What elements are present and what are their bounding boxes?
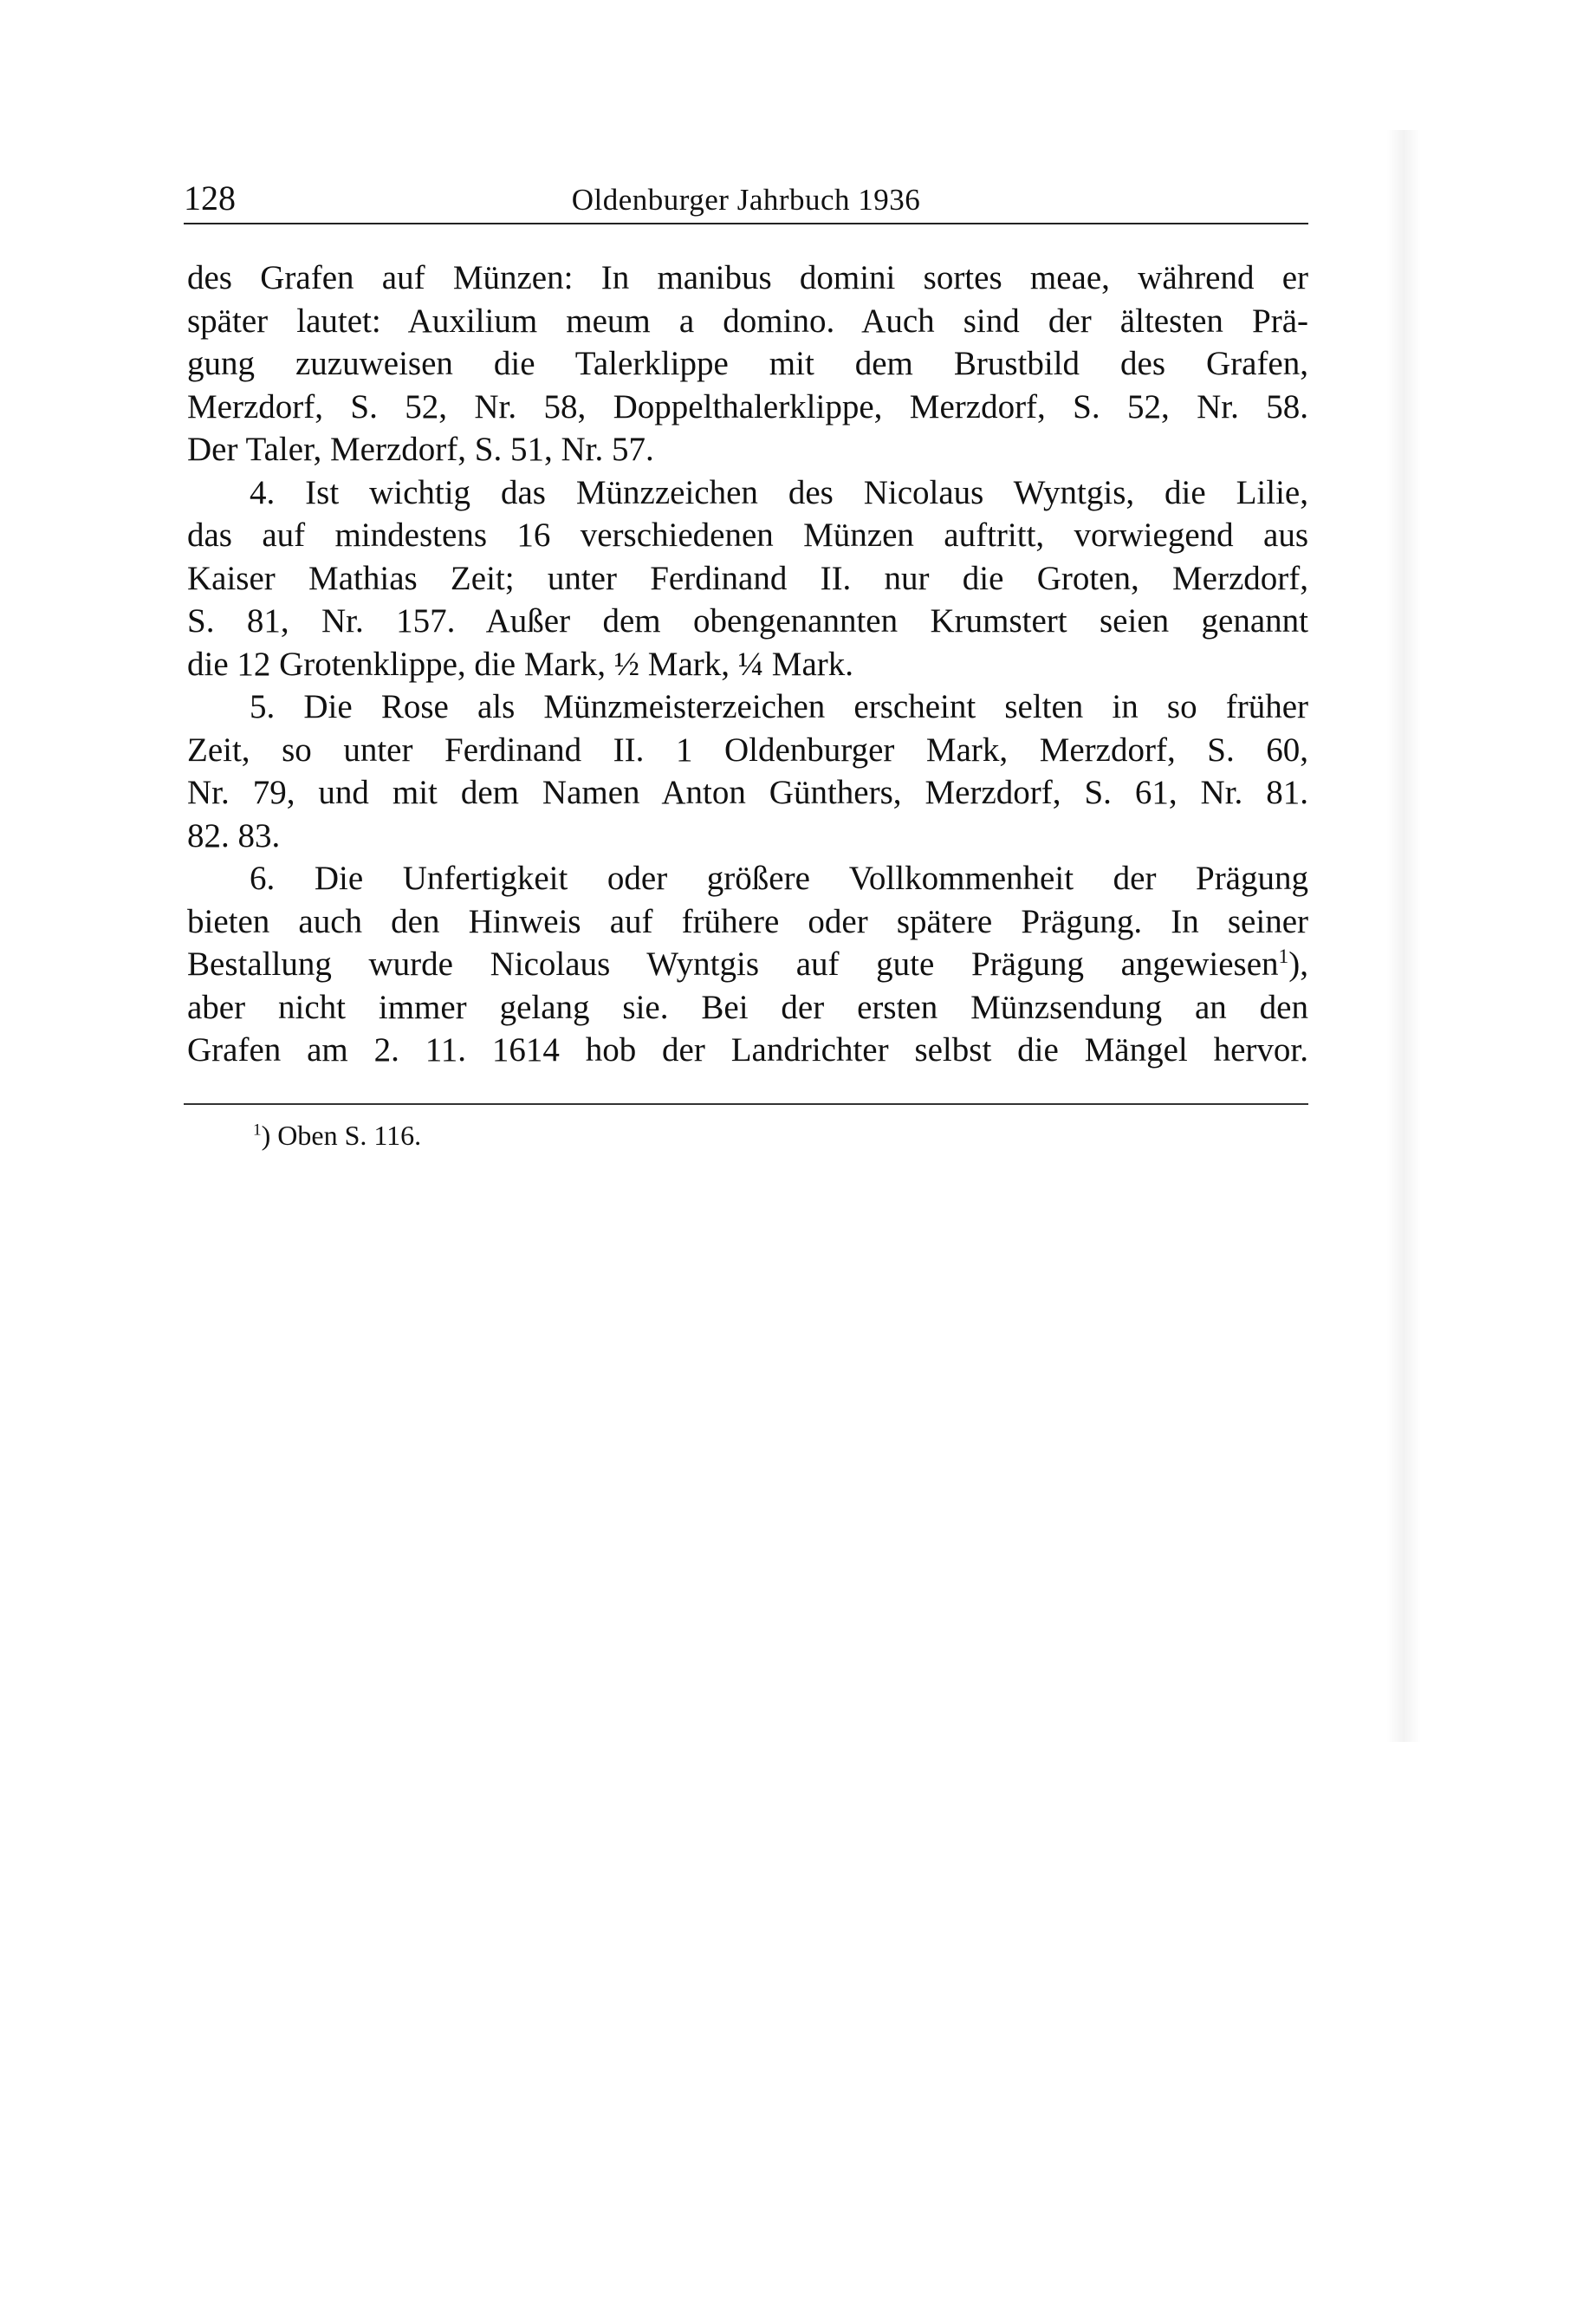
body-text [187,257,1308,1072]
page-header [184,178,1308,224]
text-line: später lautet: Auxilium meum a domino. Auch sind der ältesten Prä- [187,302,1308,340]
text-line: des Grafen auf Münzen: In manibus domini sortes meae, während er [187,259,1308,296]
footnote [253,1118,421,1153]
text-line: Nr. 79, und mit dem Namen Anton Günthers, Merzdorf, S. 61, Nr. 81. [187,774,1308,811]
text-line: 82. 83. [187,816,281,854]
text-segment: Bestallung wurde Nicolaus Wyntgis auf gute Prägung angewiesen [187,945,1279,983]
page-number: 128 [184,179,236,218]
scan-shadow [1386,130,1421,1742]
text-line: Zeit, so unter Ferdinand II. 1 Oldenburger Mark, Merzdorf, S. 60, [187,731,1308,769]
text-line: aber nicht immer gelang sie. Bei der ersten Münzsendung an den [187,988,1308,1026]
text-line: das auf mindestens 16 verschiedenen Münzen auftritt, vorwiegend aus [187,517,1308,554]
text-line: 5. Die Rose als Münzmeisterzeichen erscheint selten in so früher [250,688,1308,725]
text-line-with-footnote-ref [187,943,1308,986]
text-line: bieten auch den Hinweis auf frühere oder spätere Prägung. In seiner [187,902,1308,940]
text-line: Grafen am 2. 11. 1614 hob der Landrichter selbst die Mängel hervor. [187,1031,1308,1069]
text-segment: ), [1288,945,1308,983]
text-line: Merzdorf, S. 52, Nr. 58, Doppelthalerklippe, Merzdorf, S. 52, Nr. 58. [187,387,1308,426]
running-title: Oldenburger Jahrbuch 1936 [571,183,921,217]
footnote-marker: 1 [253,1121,262,1140]
text-line: 4. Ist wichtig das Münzzeichen des Nicolaus Wyntgis, die Lilie, [250,473,1308,511]
text-line: gung zuzuweisen die Talerklippe mit dem Brustbild des Grafen, [187,345,1308,382]
footnote-reference: 1 [1278,945,1289,968]
text-line: die 12 Grotenklippe, die Mark, ½ Mark, ¼ Mark. [187,645,853,683]
text-line: 6. Die Unfertigkeit oder größere Vollkommenheit der Prägung [250,860,1308,897]
text-line: Der Taler, Merzdorf, S. 51, Nr. 57. [187,431,654,468]
text-line: S. 81, Nr. 157. Außer dem obengenannten Krumstert seien genannt [187,602,1308,640]
footnote-divider [184,1103,1308,1105]
text-line: Kaiser Mathias Zeit; unter Ferdinand II. nur die Groten, Merzdorf, [187,559,1308,597]
footnote-text: ) Oben S. 116. [261,1120,422,1151]
